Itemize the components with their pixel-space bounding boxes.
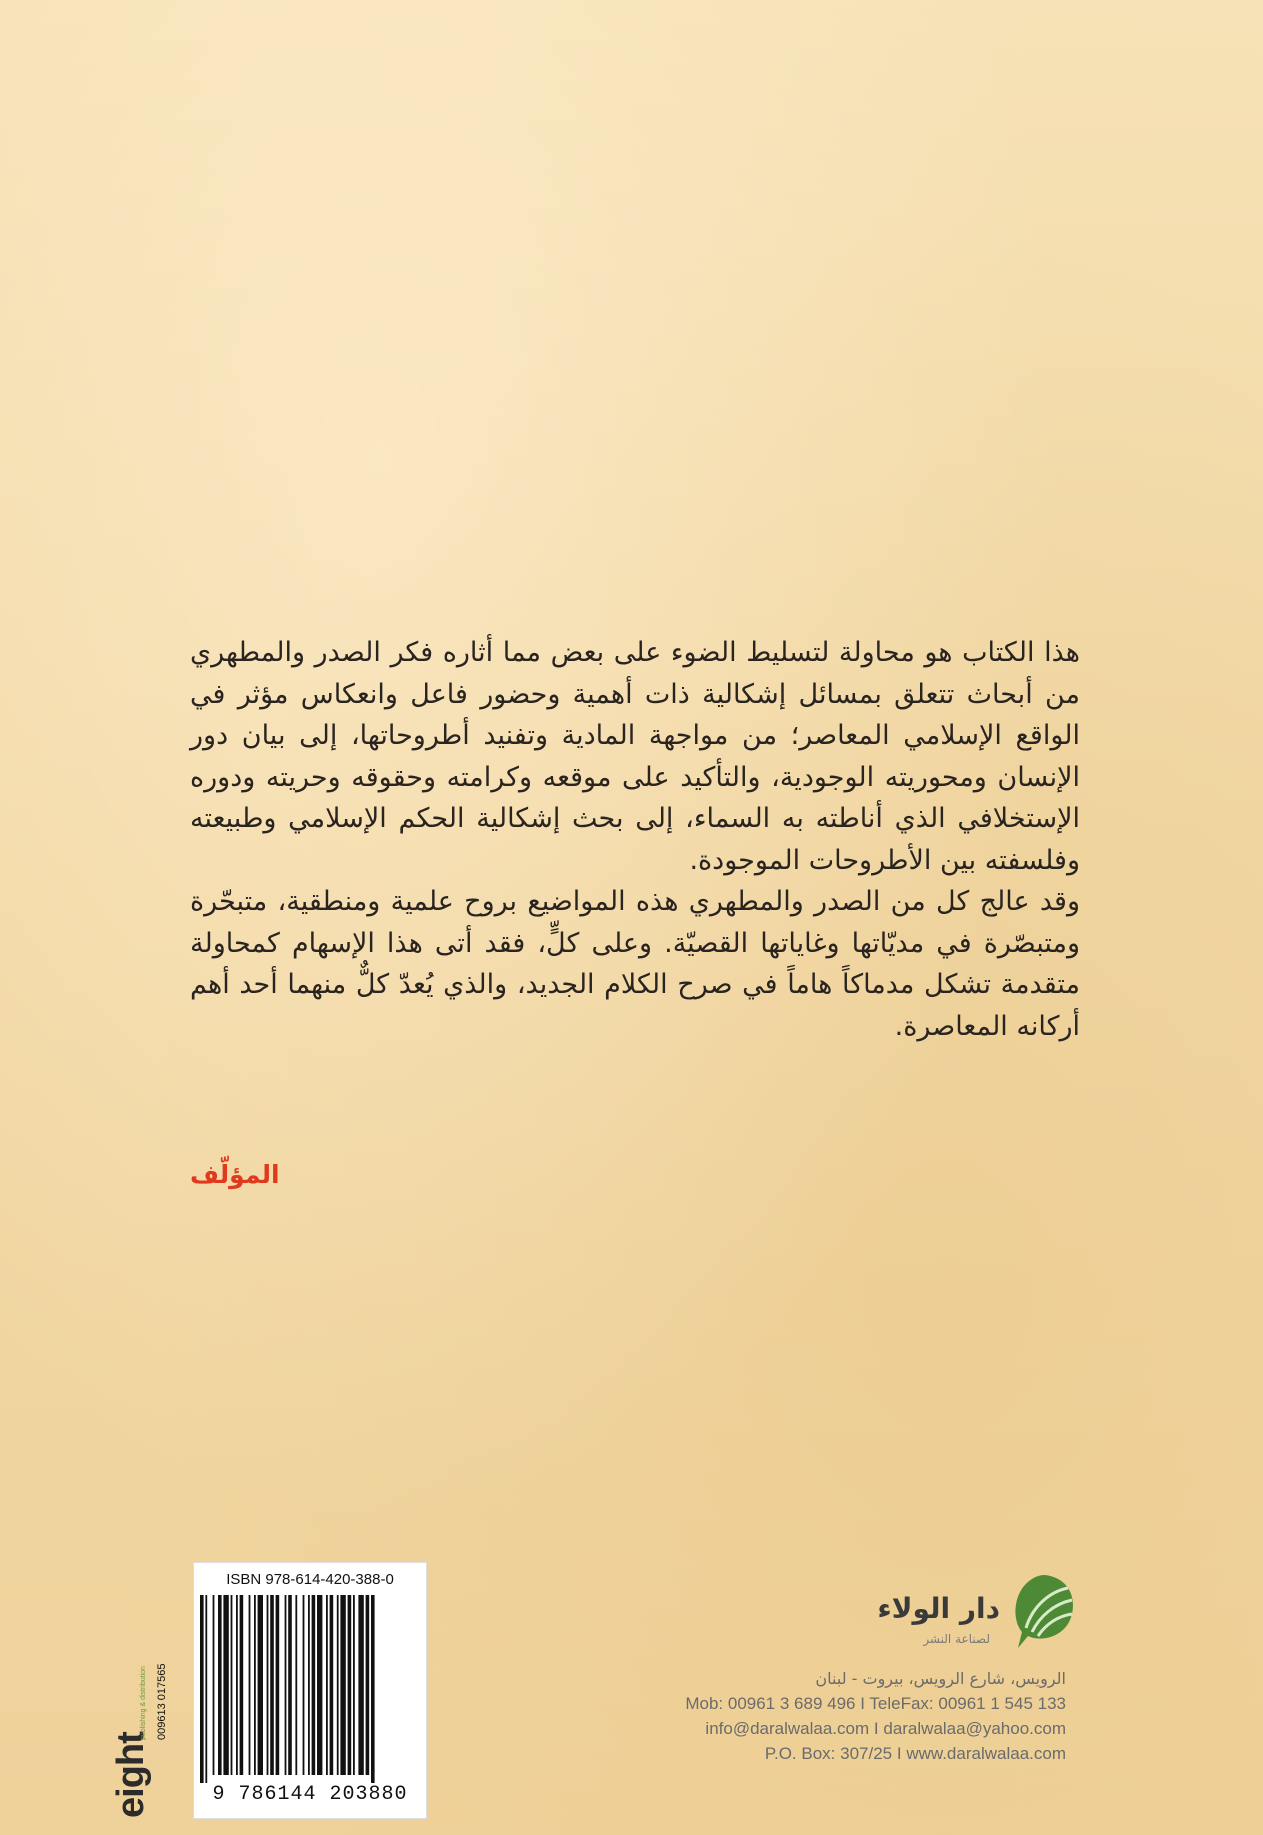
email-secondary: daralwalaa@yahoo.com — [883, 1719, 1066, 1738]
email-line — [560, 1716, 1066, 1741]
phone-line — [560, 1691, 1066, 1716]
side-barcode-code: 009613 017565 — [156, 1663, 168, 1740]
publisher-leaf-icon — [1010, 1570, 1080, 1650]
blurb-paragraph-2: وقد عالج كل من الصدر والمطهري هذه المواضيع بروح علمية ومنطقية، متبحّرة ومتبصّرة في مديّاتها وغاياتها القصيّة. وعلى كلٍّ، فقد أتى هذا الإسهام كمحاولة متقدمة تشكل مدماكاً هاماً في صرح الكلام الجديد، والذي يُعدّ كلٌّ منهما أحد أهم أركانه المعاصرة. — [190, 886, 1080, 1042]
address-line — [560, 1741, 1066, 1766]
distributor-logo: eight — [110, 1732, 152, 1818]
barcode-bars — [198, 1595, 422, 1783]
publisher-subtitle: لصناعة النشر — [923, 1632, 990, 1646]
website-link: www.daralwalaa.com — [906, 1744, 1066, 1763]
publisher-address: الرويس، شارع الرويس، بيروت - لبنان — [815, 1669, 1066, 1688]
separator: I — [860, 1694, 865, 1713]
distributor-tagline: publishing & distribution — [140, 1666, 147, 1740]
mobile-number: Mob: 00961 3 689 496 — [685, 1694, 856, 1713]
blurb-paragraph-1: هذا الكتاب هو محاولة لتسليط الضوء على بعض مما أثاره فكر الصدر والمطهري من أبحاث تتعلق بمسائل إشكالية ذات أهمية وحضور فاعل وانعكاس مؤثر في الواقع الإسلامي المعاصر؛ من مواجهة المادية وتفنيد أطروحاتها، إلى بيان دور الإنسان ومحوريته الوجودية، والتأكيد على موقعه وكرامته وحقوقه وحريته ودوره الإستخلافي الذي أناطته به السماء، إلى بحث إشكالية الحكم الإسلامي وطبيعته وفلسفته بين الأطروحات الموجودة. — [190, 637, 1080, 876]
publisher-name: دار الولاء — [877, 1592, 1000, 1625]
blurb-text — [190, 632, 1080, 1047]
isbn-digits: 9 786144 203880 — [212, 1783, 408, 1806]
telefax-number: TeleFax: 00961 1 545 133 — [869, 1694, 1066, 1713]
separator: I — [873, 1719, 879, 1738]
publisher-contacts — [560, 1666, 1066, 1766]
separator: I — [896, 1744, 902, 1763]
isbn-barcode — [193, 1562, 427, 1819]
isbn-label: ISBN 978-614-420-388-0 — [226, 1571, 394, 1588]
po-box: P.O. Box: 307/25 — [764, 1744, 893, 1763]
email-primary: info@daralwalaa.com — [705, 1719, 870, 1738]
author-signature: المؤلّف — [190, 1160, 280, 1189]
